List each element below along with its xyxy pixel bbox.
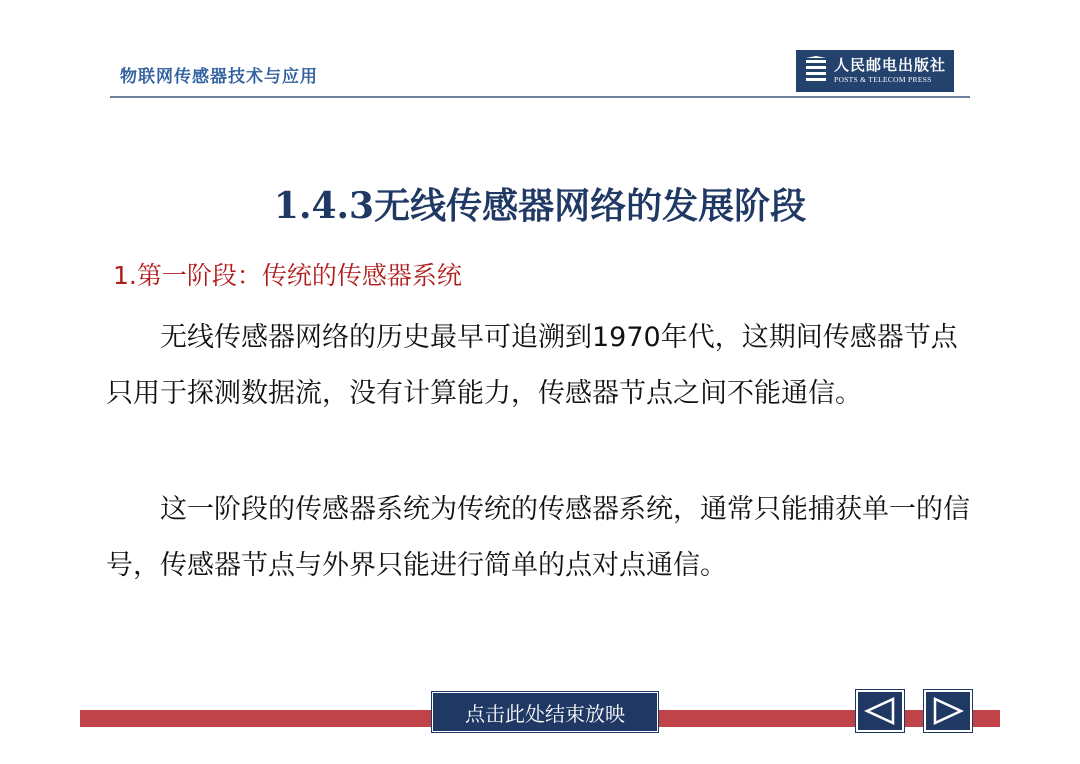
previous-slide-button[interactable] (856, 690, 904, 732)
triangle-right-icon (931, 696, 965, 726)
section-heading: 1.第一阶段：传统的传感器系统 (113, 261, 462, 290)
course-title: 物联网传感器技术与应用 (120, 67, 318, 87)
end-slideshow-button[interactable]: 点击此处结束放映 (432, 692, 658, 732)
publisher-name-cn: 人民邮电出版社 (834, 56, 947, 75)
slide-title: 1.4.3无线传感器网络的发展阶段 (273, 185, 807, 227)
publisher-logo-icon (804, 56, 828, 86)
next-slide-button[interactable] (924, 690, 972, 732)
body-paragraph: 无线传感器网络的历史最早可追溯到1970年代，这期间传感器节点只用于探测数据流，没有计算能力，传感器节点之间不能通信。 (106, 322, 958, 409)
publisher-logo (796, 50, 954, 92)
body-paragraph: 这一阶段的传感器系统为传统的传感器系统，通常只能捕获单一的信号，传感器节点与外界只能进行简单的点对点通信。 (106, 494, 970, 581)
header-divider (110, 96, 970, 98)
triangle-left-icon (863, 696, 897, 726)
publisher-name-en: POSTS & TELECOM PRESS (834, 75, 932, 85)
